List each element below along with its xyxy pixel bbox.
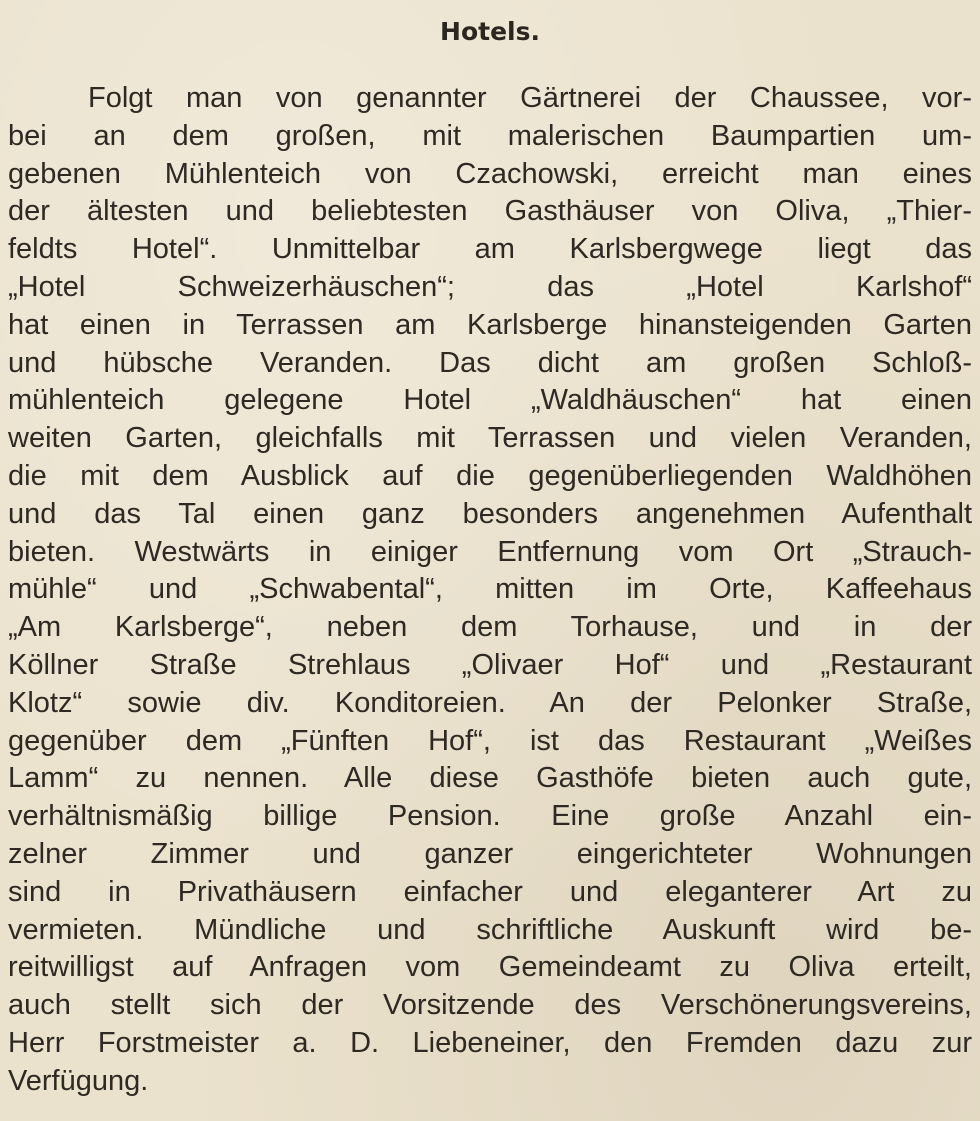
- paragraph: [8, 80, 972, 1101]
- text-line: hat einen in Terrassen am Karlsberge hinansteigenden Garten: [8, 308, 972, 341]
- text-line: mühlenteich gelegene Hotel „Waldhäuschen“ hat einen: [8, 384, 972, 417]
- text-line: Verfügung.: [8, 1064, 149, 1097]
- text-line: Köllner Straße Strehlaus „Olivaer Hof“ und „Restaurant: [8, 648, 972, 681]
- text-line: gebenen Mühlenteich von Czachowski, erreicht man eines: [8, 157, 972, 190]
- text-line: und das Tal einen ganz besonders angenehmen Aufenthalt: [8, 497, 972, 530]
- text-line: Klotz“ sowie div. Konditoreien. An der Pelonker Straße,: [8, 686, 972, 719]
- text-line: reitwilligst auf Anfragen vom Gemeindeamt zu Oliva erteilt,: [8, 951, 972, 984]
- text-line: der ältesten und beliebtesten Gasthäuser von Oliva, „Thier-: [8, 195, 972, 228]
- text-line: Herr Forstmeister a. D. Liebeneiner, den Fremden dazu zur: [8, 1026, 972, 1059]
- section-heading: Hotels.: [440, 17, 540, 46]
- text-line: weiten Garten, gleichfalls mit Terrassen und vielen Veranden,: [8, 422, 972, 455]
- text-line: auch stellt sich der Vorsitzende des Verschönerungsvereins,: [8, 989, 972, 1022]
- text-line: mühle“ und „Schwabental“, mitten im Orte, Kaffeehaus: [8, 573, 972, 606]
- text-line: gegenüber dem „Fünften Hof“, ist das Restaurant „Weißes: [8, 724, 972, 757]
- text-line: bei an dem großen, mit malerischen Baumpartien um-: [8, 119, 972, 152]
- text-line: „Hotel Schweizerhäuschen“; das „Hotel Karlshof“: [8, 270, 972, 303]
- text-line: Lamm“ zu nennen. Alle diese Gasthöfe bieten auch gute,: [8, 762, 972, 795]
- text-line: „Am Karlsberge“, neben dem Torhause, und in der: [8, 611, 972, 644]
- text-line: feldts Hotel“. Unmittelbar am Karlsbergwege liegt das: [8, 233, 972, 266]
- text-line: bieten. Westwärts in einiger Entfernung vom Ort „Strauch-: [8, 535, 972, 568]
- text-line: sind in Privathäusern einfacher und eleganterer Art zu: [8, 875, 972, 908]
- text-line: Folgt man von genannter Gärtnerei der Chaussee, vor-: [88, 82, 972, 114]
- text-line: die mit dem Ausblick auf die gegenüberliegenden Waldhöhen: [8, 459, 972, 492]
- text-line: vermieten. Mündliche und schriftliche Auskunft wird be-: [8, 913, 972, 946]
- text-line: verhältnismäßig billige Pension. Eine große Anzahl ein-: [8, 800, 972, 833]
- text-line: zelner Zimmer und ganzer eingerichteter Wohnungen: [8, 837, 972, 870]
- text-line: und hübsche Veranden. Das dicht am großen Schloß-: [8, 346, 972, 379]
